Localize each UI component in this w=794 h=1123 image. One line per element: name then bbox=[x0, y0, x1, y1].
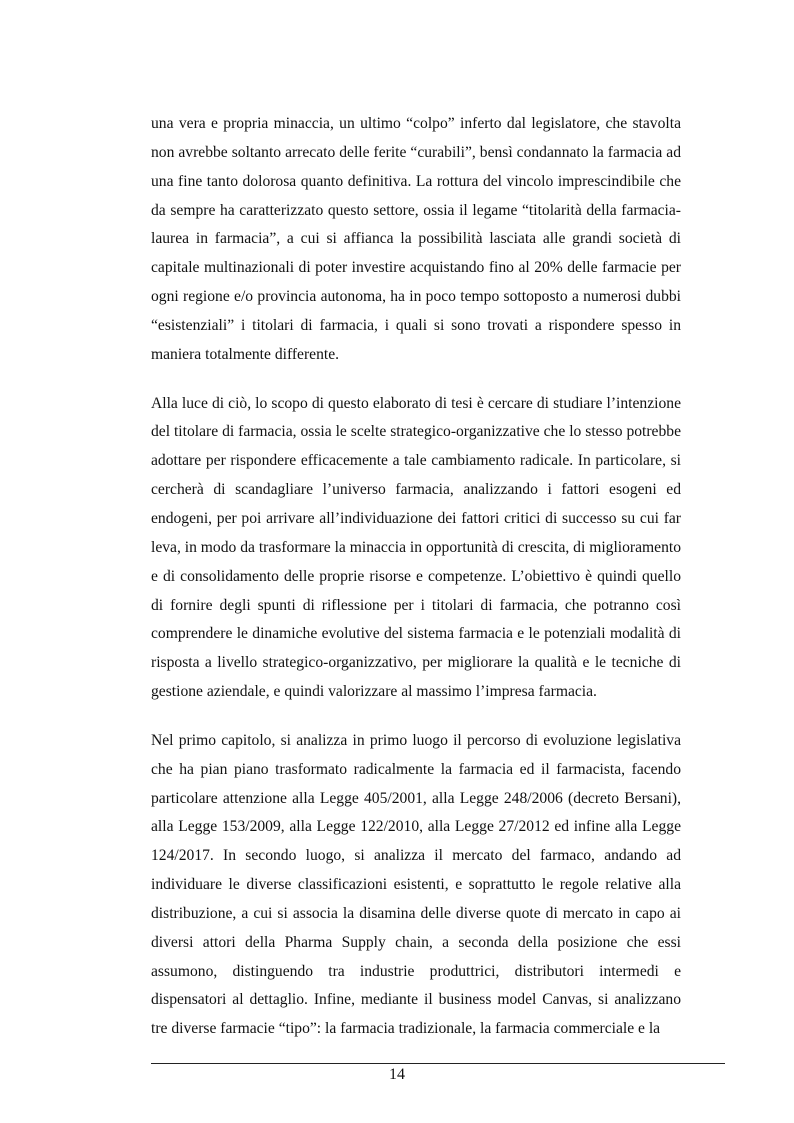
body-text bbox=[151, 110, 681, 1064]
paragraph-1: una vera e propria minaccia, un ultimo “colpo” inferto dal legislatore, che stavolta non avrebbe soltanto arrecato delle ferite “curabili”, bensì condannato la farmacia ad una fine tanto dolorosa quanto definitiva. La rottura del vincolo imprescindibile che da sempre ha caratterizzato questo settore, ossia il legame “titolarità della farmacia-laurea in farmacia”, a cui si affianca la possibilità lasciata alle grandi società di capitale multinazionali di poter investire acquistando fino al 20% delle farmacie per ogni regione e/o provincia autonoma, ha in poco tempo sottoposto a numerosi dubbi “esistenziali” i titolari di farmacia, i quali si sono trovati a rispondere spesso in maniera totalmente differente. bbox=[151, 115, 681, 363]
page-number: 14 bbox=[389, 1066, 405, 1083]
footer-divider bbox=[151, 1063, 725, 1064]
paragraph-2: Alla luce di ciò, lo scopo di questo elaborato di tesi è cercare di studiare l’intenzione del titolare di farmacia, ossia le scelte strategico-organizzative che lo stesso potrebbe adottare per rispondere efficacemente a tale cambiamento radicale. In particolare, si cercherà di scandagliare l’universo farmacia, analizzando i fattori esogeni ed endogeni, per poi arrivare all’individuazione dei fattori critici di successo su cui far leva, in modo da trasformare la minaccia in opportunità di crescita, di miglioramento e di consolidamento delle proprie risorse e competenze. L’obiettivo è quindi quello di fornire degli spunti di riflessione per i titolari di farmacia, che potranno così comprendere le dinamiche evolutive del sistema farmacia e le potenziali modalità di risposta a livello strategico-organizzativo, per migliorare la qualità e le tecniche di gestione aziendale, e quindi valorizzare al massimo l’impresa farmacia. bbox=[151, 394, 682, 701]
paragraph-3: Nel primo capitolo, si analizza in primo luogo il percorso di evoluzione legislativa che ha pian piano trasformato radicalmente la farmacia ed il farmacista, facendo particolare attenzione alla Legge 405/2001, alla Legge 248/2006 (decreto Bersani), alla Legge 153/2009, alla Legge 122/2010, alla Legge 27/2012 ed infine alla Legge 124/2017. In secondo luogo, si analizza il mercato del farmaco, andando ad individuare le diverse classificazioni esistenti, e soprattutto le regole relative alla distribuzione, a cui si associa la disamina delle diverse quote di mercato in capo ai diversi attori della Pharma Supply chain, a seconda della posizione che essi assumono, distinguendo tra industrie produttrici, distributori intermedi e dispensatori al dettaglio. Infine, mediante il business model Canvas, si analizzano tre diverse farmacie “tipo”: la farmacia tradizionale, la farmacia commerciale e la bbox=[151, 731, 681, 1038]
